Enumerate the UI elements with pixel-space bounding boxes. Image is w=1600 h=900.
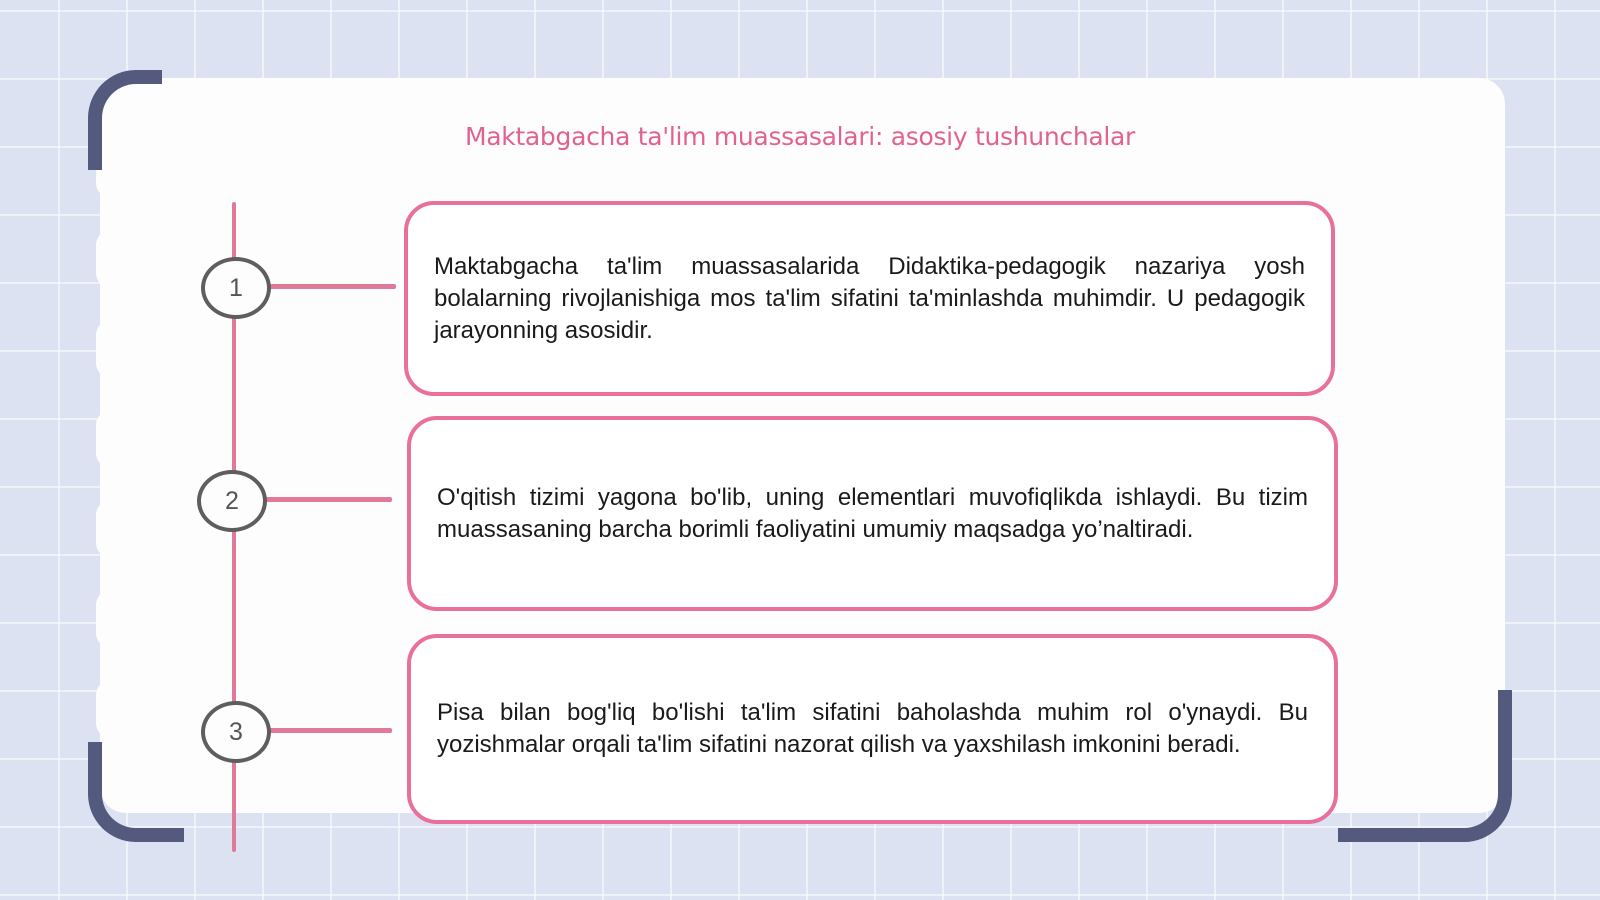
- corner-bracket-bottom-left: [88, 742, 184, 842]
- step-box-1: [404, 201, 1335, 396]
- step-badge-1: 1: [201, 257, 271, 319]
- step-text-1: Maktabgacha ta'lim muassasalarida Didaktika-pedagogik nazariya yosh bolalarning rivojlanishiga mos ta'lim sifatini ta'minlashda muhimdir. U pedagogik jarayonning asosidir.: [434, 252, 1305, 344]
- step-box-2: [407, 416, 1338, 611]
- slide-title: Maktabgacha ta'lim muassasalari: asosiy tushunchalar: [464, 122, 1136, 151]
- step-box-3: [407, 634, 1338, 824]
- step-connector-1: [266, 284, 396, 289]
- notebook-scallop-edge: [96, 140, 126, 780]
- step-connector-3: [266, 728, 392, 733]
- corner-bracket-top-left: [88, 70, 162, 170]
- corner-bracket-bottom-right: [1338, 690, 1512, 842]
- step-badge-2: 2: [197, 470, 267, 532]
- step-badge-3: 3: [201, 701, 271, 763]
- step-text-2: O'qitish tizimi yagona bo'lib, uning elementlari muvofiqlikda ishlaydi. Bu tizim muassasaning barcha borimli faoliyatini umumiy maqsadga yo’naltiradi.: [437, 483, 1308, 543]
- step-text-3: Pisa bilan bog'liq bo'lishi ta'lim sifatini baholashda muhim rol o'ynaydi. Bu yozishmalar orqali ta'lim sifatini nazorat qilish va yaxshilash imkonini beradi.: [437, 699, 1308, 758]
- step-connector-2: [262, 497, 392, 502]
